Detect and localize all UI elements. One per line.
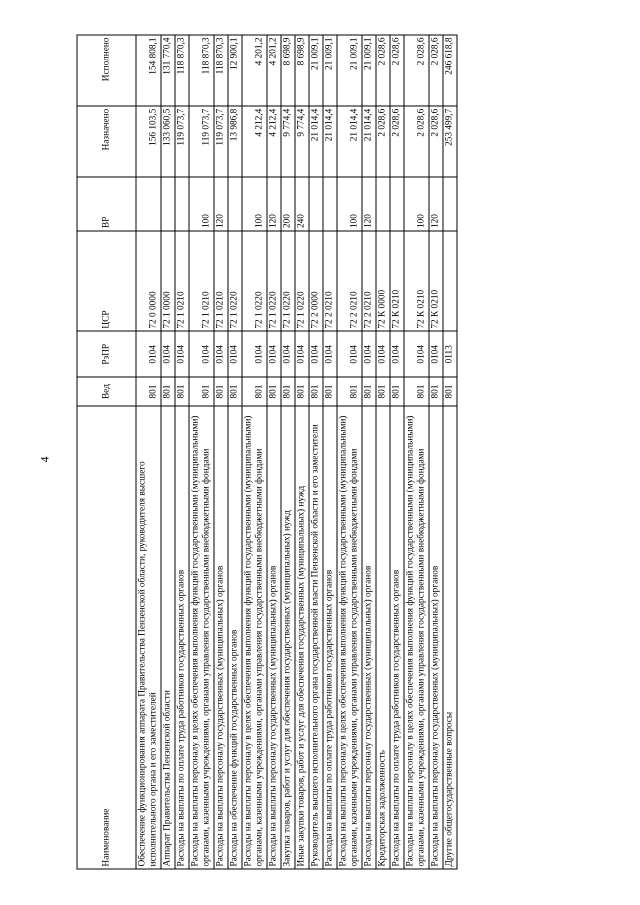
cell-name: Руководитель высшего исполнительного органа государственной власти Пензенской области и его заместители bbox=[309, 406, 323, 869]
cell-executed: 246 618,8 bbox=[443, 35, 457, 106]
cell-ved: 801 bbox=[309, 377, 323, 405]
cell-rzpr: 0104 bbox=[362, 331, 376, 377]
cell-assigned: 13 986,8 bbox=[228, 106, 242, 177]
cell-executed: 2 028,6 bbox=[390, 35, 404, 106]
cell-name: Другие общегосударственные вопросы bbox=[443, 406, 457, 869]
cell-name: Аппарат Правительства Пензенской области bbox=[161, 406, 175, 869]
cell-name: Закупка товаров, работ и услуг для обеспечения государственных (муниципальных) нужд bbox=[281, 406, 295, 869]
cell-assigned: 253 499,7 bbox=[443, 106, 457, 177]
cell-executed: 154 808,1 bbox=[136, 35, 161, 106]
cell-vr: 100 bbox=[189, 177, 214, 230]
table-row bbox=[429, 35, 443, 869]
cell-vr bbox=[161, 177, 175, 230]
cell-vr: 240 bbox=[295, 177, 309, 230]
cell-name: Иные закупки товаров, работ и услуг для обеспечения государственных (муниципальных) нужд bbox=[295, 406, 309, 869]
cell-rzpr: 0104 bbox=[323, 331, 337, 377]
cell-vr: 200 bbox=[281, 177, 295, 230]
cell-ved: 801 bbox=[189, 377, 214, 405]
cell-csr: 72 1 0220 bbox=[242, 231, 267, 332]
cell-rzpr: 0104 bbox=[429, 331, 443, 377]
header-executed: Исполнено bbox=[77, 35, 136, 106]
table-header-row bbox=[77, 35, 136, 869]
header-ved: Вед bbox=[77, 377, 136, 405]
cell-csr: 72 К 0210 bbox=[404, 231, 429, 332]
cell-csr: 72 2 0000 bbox=[309, 231, 323, 332]
cell-rzpr: 0104 bbox=[189, 331, 214, 377]
cell-ved: 801 bbox=[323, 377, 337, 405]
cell-ved: 801 bbox=[376, 377, 390, 405]
cell-assigned: 156 103,5 bbox=[136, 106, 161, 177]
cell-vr bbox=[376, 177, 390, 230]
cell-executed: 4 201,2 bbox=[242, 35, 267, 106]
cell-assigned: 4 212,4 bbox=[242, 106, 267, 177]
table-row bbox=[161, 35, 175, 869]
table-row bbox=[242, 35, 267, 869]
cell-ved: 801 bbox=[429, 377, 443, 405]
cell-name: Расходы на обеспечение функций государственных органов bbox=[228, 406, 242, 869]
cell-vr: 100 bbox=[337, 177, 362, 230]
cell-rzpr: 0104 bbox=[281, 331, 295, 377]
cell-vr bbox=[323, 177, 337, 230]
cell-name: Расходы на выплаты персоналу в целях обеспечения выполнения функций государственными (муниципальными) органами, казенными учреждениями, органами управления государственными внебюджетными фондами bbox=[189, 406, 214, 869]
cell-name: Обеспечение функционирования аппарата Правительства Пензенской области, руководителя высшего исполнительного органа и его заместителей bbox=[136, 406, 161, 869]
budget-table bbox=[76, 35, 457, 870]
cell-name: Расходы на выплаты персоналу в целях обеспечения выполнения функций государственными (муниципальными) органами, казенными учреждениями, органами управления государственными внебюджетными фондами bbox=[337, 406, 362, 869]
cell-executed: 118 870,3 bbox=[214, 35, 228, 106]
table-row bbox=[376, 35, 390, 869]
cell-ved: 801 bbox=[362, 377, 376, 405]
cell-assigned: 2 028,6 bbox=[429, 106, 443, 177]
cell-vr: 100 bbox=[404, 177, 429, 230]
table-row bbox=[362, 35, 376, 869]
cell-ved: 801 bbox=[390, 377, 404, 405]
cell-assigned: 2 028,6 bbox=[404, 106, 429, 177]
cell-ved: 801 bbox=[295, 377, 309, 405]
cell-executed: 21 009,1 bbox=[309, 35, 323, 106]
cell-csr: 72 0 0000 bbox=[136, 231, 161, 332]
cell-name: Расходы на выплаты персоналу государственных (муниципальных) органов bbox=[362, 406, 376, 869]
cell-vr bbox=[309, 177, 323, 230]
cell-executed: 21 009,1 bbox=[323, 35, 337, 106]
cell-assigned: 119 073,7 bbox=[214, 106, 228, 177]
table-row bbox=[443, 35, 457, 869]
cell-executed: 21 009,1 bbox=[337, 35, 362, 106]
table-row bbox=[214, 35, 228, 869]
cell-assigned: 119 073,7 bbox=[175, 106, 189, 177]
cell-assigned: 9 774,4 bbox=[295, 106, 309, 177]
cell-assigned: 4 212,4 bbox=[267, 106, 281, 177]
cell-ved: 801 bbox=[175, 377, 189, 405]
cell-csr: 72 1 0000 bbox=[161, 231, 175, 332]
cell-csr: 72 К 0210 bbox=[390, 231, 404, 332]
cell-assigned: 133 060,5 bbox=[161, 106, 175, 177]
header-csr: ЦСР bbox=[77, 231, 136, 332]
cell-rzpr: 0104 bbox=[267, 331, 281, 377]
cell-rzpr: 0104 bbox=[161, 331, 175, 377]
table-row bbox=[337, 35, 362, 869]
table-row bbox=[309, 35, 323, 869]
cell-vr bbox=[228, 177, 242, 230]
cell-csr: 72 1 0220 bbox=[228, 231, 242, 332]
cell-assigned: 21 014,4 bbox=[337, 106, 362, 177]
cell-executed: 118 870,3 bbox=[175, 35, 189, 106]
cell-csr: 72 К 0000 bbox=[376, 231, 390, 332]
cell-rzpr: 0104 bbox=[214, 331, 228, 377]
cell-assigned: 21 014,4 bbox=[309, 106, 323, 177]
table-row bbox=[267, 35, 281, 869]
cell-csr: 72 1 0220 bbox=[281, 231, 295, 332]
table-row bbox=[189, 35, 214, 869]
cell-executed: 2 028,6 bbox=[404, 35, 429, 106]
header-rzpr: РзПР bbox=[77, 331, 136, 377]
cell-ved: 801 bbox=[443, 377, 457, 405]
cell-vr: 100 bbox=[242, 177, 267, 230]
cell-assigned: 119 073,7 bbox=[189, 106, 214, 177]
cell-name: Расходы на выплаты персоналу в целях обеспечения выполнения функций государственными (муниципальными) органами, казенными учреждениями, органами управления государственными внебюджетными фондами bbox=[404, 406, 429, 869]
cell-vr bbox=[443, 177, 457, 230]
cell-ved: 801 bbox=[242, 377, 267, 405]
cell-csr: 72 1 0210 bbox=[189, 231, 214, 332]
cell-csr: 72 1 0210 bbox=[214, 231, 228, 332]
cell-assigned: 21 014,4 bbox=[323, 106, 337, 177]
cell-rzpr: 0104 bbox=[309, 331, 323, 377]
cell-csr bbox=[443, 231, 457, 332]
cell-rzpr: 0113 bbox=[443, 331, 457, 377]
cell-rzpr: 0104 bbox=[337, 331, 362, 377]
cell-executed: 8 698,9 bbox=[295, 35, 309, 106]
cell-vr bbox=[136, 177, 161, 230]
cell-assigned: 2 028,6 bbox=[376, 106, 390, 177]
cell-rzpr: 0104 bbox=[228, 331, 242, 377]
cell-executed: 8 698,9 bbox=[281, 35, 295, 106]
table-row bbox=[136, 35, 161, 869]
cell-executed: 4 201,2 bbox=[267, 35, 281, 106]
table-row bbox=[295, 35, 309, 869]
header-vr: ВР bbox=[77, 177, 136, 230]
cell-csr: 72 2 0210 bbox=[337, 231, 362, 332]
cell-ved: 801 bbox=[136, 377, 161, 405]
cell-name: Расходы на выплаты персоналу государственных (муниципальных) органов bbox=[214, 406, 228, 869]
cell-name: Расходы на выплаты по оплате труда работников государственных органов bbox=[390, 406, 404, 869]
cell-rzpr: 0104 bbox=[295, 331, 309, 377]
page-number: 4 bbox=[37, 456, 52, 463]
cell-executed: 2 028,6 bbox=[376, 35, 390, 106]
cell-rzpr: 0104 bbox=[404, 331, 429, 377]
cell-vr bbox=[175, 177, 189, 230]
cell-ved: 801 bbox=[214, 377, 228, 405]
table-row bbox=[281, 35, 295, 869]
cell-name: Расходы на выплаты персоналу государственных (муниципальных) органов bbox=[267, 406, 281, 869]
cell-vr: 120 bbox=[429, 177, 443, 230]
cell-name: Расходы на выплаты персоналу государственных (муниципальных) органов bbox=[429, 406, 443, 869]
cell-ved: 801 bbox=[161, 377, 175, 405]
cell-rzpr: 0104 bbox=[376, 331, 390, 377]
cell-rzpr: 0104 bbox=[175, 331, 189, 377]
cell-assigned: 2 028,6 bbox=[390, 106, 404, 177]
cell-ved: 801 bbox=[337, 377, 362, 405]
cell-name: Кредиторская задолженность bbox=[376, 406, 390, 869]
table-row bbox=[323, 35, 337, 869]
cell-vr: 120 bbox=[267, 177, 281, 230]
budget-table-container bbox=[76, 35, 564, 870]
cell-executed: 131 770,4 bbox=[161, 35, 175, 106]
cell-csr: 72 1 0210 bbox=[175, 231, 189, 332]
header-name: Наименование bbox=[77, 406, 136, 869]
cell-executed: 12 900,1 bbox=[228, 35, 242, 106]
cell-assigned: 21 014,4 bbox=[362, 106, 376, 177]
cell-name: Расходы на выплаты по оплате труда работников государственных органов bbox=[323, 406, 337, 869]
cell-csr: 72 2 0210 bbox=[362, 231, 376, 332]
table-row bbox=[228, 35, 242, 869]
cell-ved: 801 bbox=[404, 377, 429, 405]
cell-vr bbox=[390, 177, 404, 230]
cell-csr: 72 1 0220 bbox=[267, 231, 281, 332]
cell-assigned: 9 774,4 bbox=[281, 106, 295, 177]
cell-name: Расходы на выплаты по оплате труда работников государственных органов bbox=[175, 406, 189, 869]
cell-rzpr: 0104 bbox=[242, 331, 267, 377]
cell-vr: 120 bbox=[362, 177, 376, 230]
cell-executed: 118 870,3 bbox=[189, 35, 214, 106]
cell-name: Расходы на выплаты персоналу в целях обеспечения выполнения функций государственными (муниципальными) органами, казенными учреждениями, органами управления государственными внебюджетными фондами bbox=[242, 406, 267, 869]
cell-csr: 72 2 0210 bbox=[323, 231, 337, 332]
cell-executed: 21 009,1 bbox=[362, 35, 376, 106]
cell-ved: 801 bbox=[228, 377, 242, 405]
header-assigned: Назначено bbox=[77, 106, 136, 177]
cell-rzpr: 0104 bbox=[136, 331, 161, 377]
table-row bbox=[175, 35, 189, 869]
table-row bbox=[404, 35, 429, 869]
cell-csr: 72 1 0220 bbox=[295, 231, 309, 332]
cell-ved: 801 bbox=[281, 377, 295, 405]
cell-csr: 72 К 0210 bbox=[429, 231, 443, 332]
table-row bbox=[390, 35, 404, 869]
cell-vr: 120 bbox=[214, 177, 228, 230]
cell-executed: 2 028,6 bbox=[429, 35, 443, 106]
cell-ved: 801 bbox=[267, 377, 281, 405]
cell-rzpr: 0104 bbox=[390, 331, 404, 377]
